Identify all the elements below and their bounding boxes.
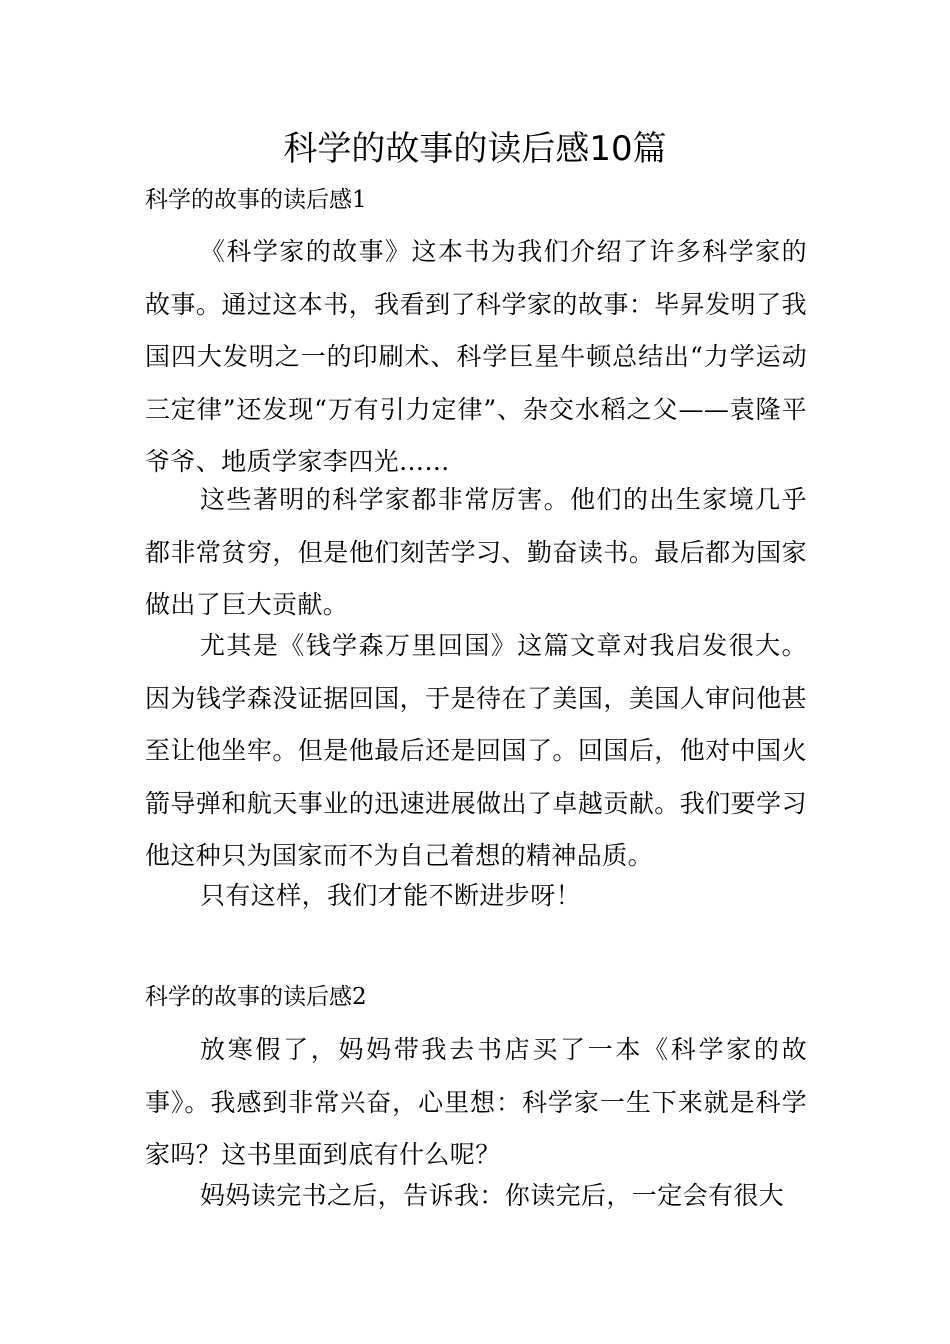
paragraph: 妈妈读完书之后，告诉我：你读完后，一定会有很大 [200,1181,785,1210]
paragraph: 《科学家的故事》这本书为我们介绍了许多科学家的故事。通过这本书，我看到了科学家的故事：毕昇发明了我国四大发明之一的印刷术、科学巨星牛顿总结出“力学运动三定律”还发现“万有引力定律”、杂交水稻之父——袁隆平爷爷、地质学家李四光…… [145,237,807,476]
paragraph: 只有这样，我们才能不断进步呀！ [200,881,582,910]
section-heading-1: 科学的故事的读后感1 [145,187,367,213]
section-heading-2: 科学的故事的读后感2 [145,984,367,1010]
paragraph: 放寒假了，妈妈带我去书店买了一本《科学家的故事》。我感到非常兴奋，心里想：科学家一生下来就是科学家吗？这书里面到底有什么呢？ [145,1035,807,1169]
document-title: 科学的故事的读后感10篇 [283,129,667,169]
paragraph: 这些著明的科学家都非常厉害。他们的出生家境几乎都非常贫穷，但是他们刻苦学习、勤奋读书。最后都为国家做出了巨大贡献。 [145,485,807,619]
paragraph: 尤其是《钱学森万里回国》这篇文章对我启发很大。因为钱学森没证据回国，于是待在了美国，美国人审问他甚至让他坐牢。但是他最后还是回国了。回国后，他对中国火箭导弹和航天事业的迅速进展做出了卓越贡献。我们要学习他这种只为国家而不为自己着想的精神品质。 [145,631,807,870]
